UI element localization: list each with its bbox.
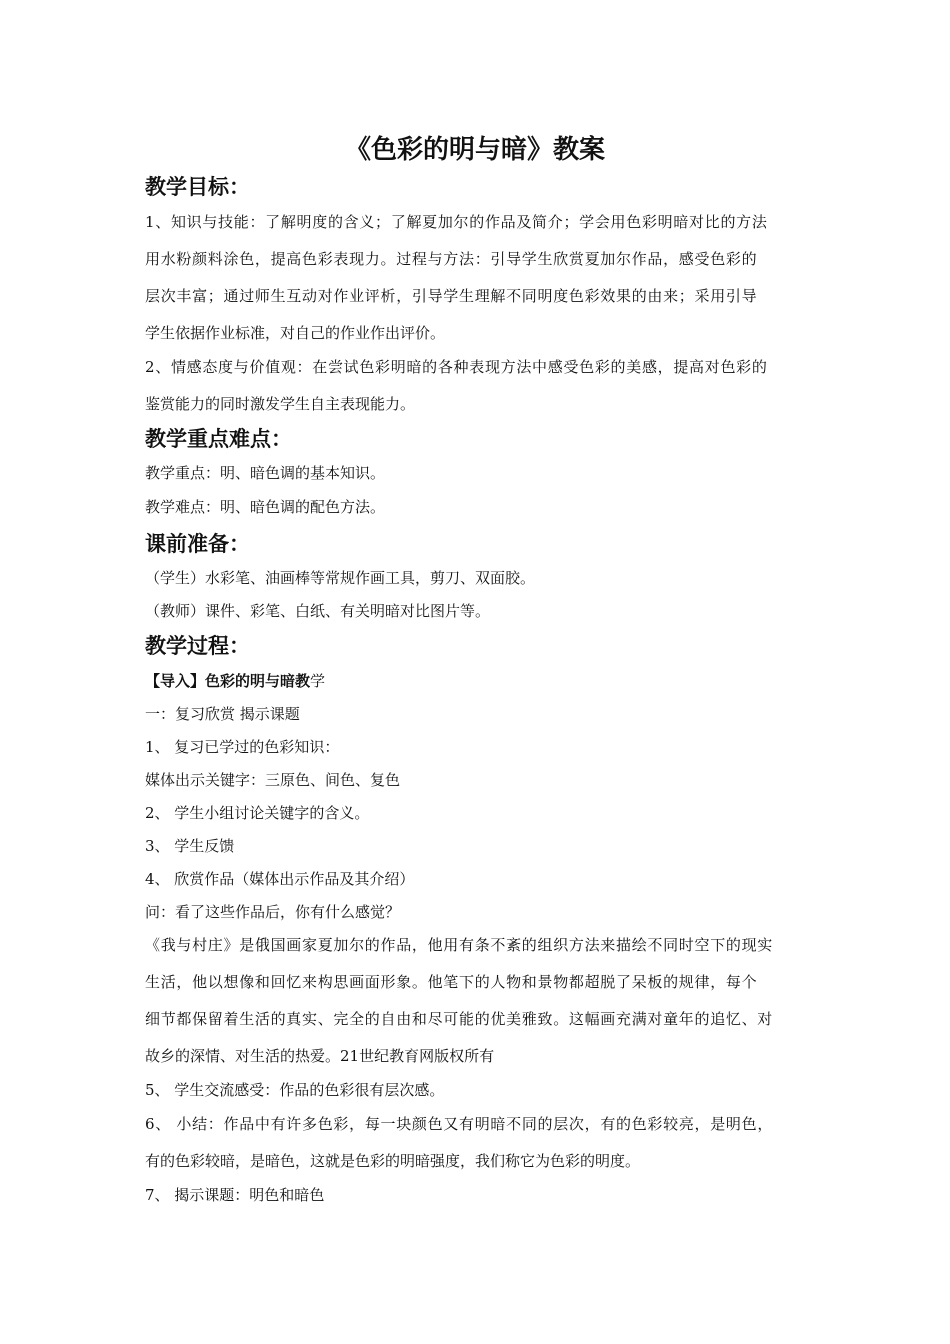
- paragraph-line: 教学重点：明、暗色调的基本知识。: [145, 464, 386, 482]
- paragraph-line: 用水粉颜料涂色，提高色彩表现力。过程与方法：引导学生欣赏夏加尔作品，感受色彩的: [145, 250, 758, 268]
- section-heading-preparation: 课前准备：: [145, 532, 250, 556]
- section-heading-key-points: 教学重点难点：: [145, 427, 292, 451]
- section-heading-process: 教学过程：: [145, 634, 250, 658]
- paragraph-line: 一：复习欣赏 揭示课题: [145, 705, 300, 723]
- paragraph-line: 7、 揭示课题：明色和暗色: [145, 1186, 325, 1204]
- paragraph-line: 6、 小结：作品中有许多色彩，每一块颜色又有明暗不同的层次，有的色彩较亮，是明色，: [145, 1115, 774, 1133]
- paragraph-line: 媒体出示关键字：三原色、间色、复色: [145, 771, 401, 789]
- intro-bold-text: 【导入】色彩的明与暗教: [145, 672, 311, 690]
- paragraph-line: 问：看了这些作品后，你有什么感觉？: [145, 903, 401, 921]
- paragraph-line: 生活，他以想像和回忆来构思画面形象。他笔下的人物和景物都超脱了呆板的规律，每个: [145, 973, 758, 991]
- paragraph-line: 有的色彩较暗，是暗色，这就是色彩的明暗强度，我们称它为色彩的明度。: [145, 1152, 641, 1170]
- page-title: 《色彩的明与暗》教案: [344, 135, 605, 165]
- section-heading-objectives: 教学目标：: [145, 175, 250, 199]
- paragraph-line: （学生）水彩笔、油画棒等常规作画工具，剪刀、双面胶。: [145, 569, 536, 587]
- paragraph-line: 层次丰富；通过师生互动对作业评析，引导学生理解不同明度色彩效果的由来；采用引导: [145, 287, 758, 305]
- paragraph-line: （教师）课件、彩笔、白纸、有关明暗对比图片等。: [145, 602, 491, 620]
- paragraph-line: 4、 欣赏作品（媒体出示作品及其介绍）: [145, 870, 415, 888]
- paragraph-line: 教学难点：明、暗色调的配色方法。: [145, 498, 386, 516]
- paragraph-line: 《我与村庄》是俄国画家夏加尔的作品，他用有条不紊的组织方法来描绘不同时空下的现实: [145, 936, 774, 954]
- paragraph-line: 1、知识与技能：了解明度的含义；了解夏加尔的作品及简介；学会用色彩明暗对比的方法: [145, 213, 768, 231]
- paragraph-line: 学生依据作业标准，对自己的作业作出评价。: [145, 324, 446, 342]
- paragraph-line: 5、 学生交流感受：作品的色彩很有层次感。: [145, 1081, 445, 1099]
- paragraph-line: 鉴赏能力的同时激发学生自主表现能力。: [145, 395, 416, 413]
- paragraph-line: 细节都保留着生活的真实、完全的自由和尽可能的优美雅致。这幅画充满对童年的追忆、对: [145, 1010, 774, 1028]
- paragraph-line: 3、 学生反馈: [145, 837, 235, 855]
- paragraph-line: 1、 复习已学过的色彩知识：: [145, 738, 340, 756]
- paragraph-line: 2、 学生小组讨论关键字的含义。: [145, 804, 370, 822]
- intro-line: [145, 670, 825, 692]
- intro-rest-text: 学: [310, 672, 326, 690]
- paragraph-line: 2、情感态度与价值观：在尝试色彩明暗的各种表现方法中感受色彩的美感，提高对色彩的: [145, 358, 768, 376]
- paragraph-line: 故乡的深情、对生活的热爱。21世纪教育网版权所有: [145, 1047, 495, 1065]
